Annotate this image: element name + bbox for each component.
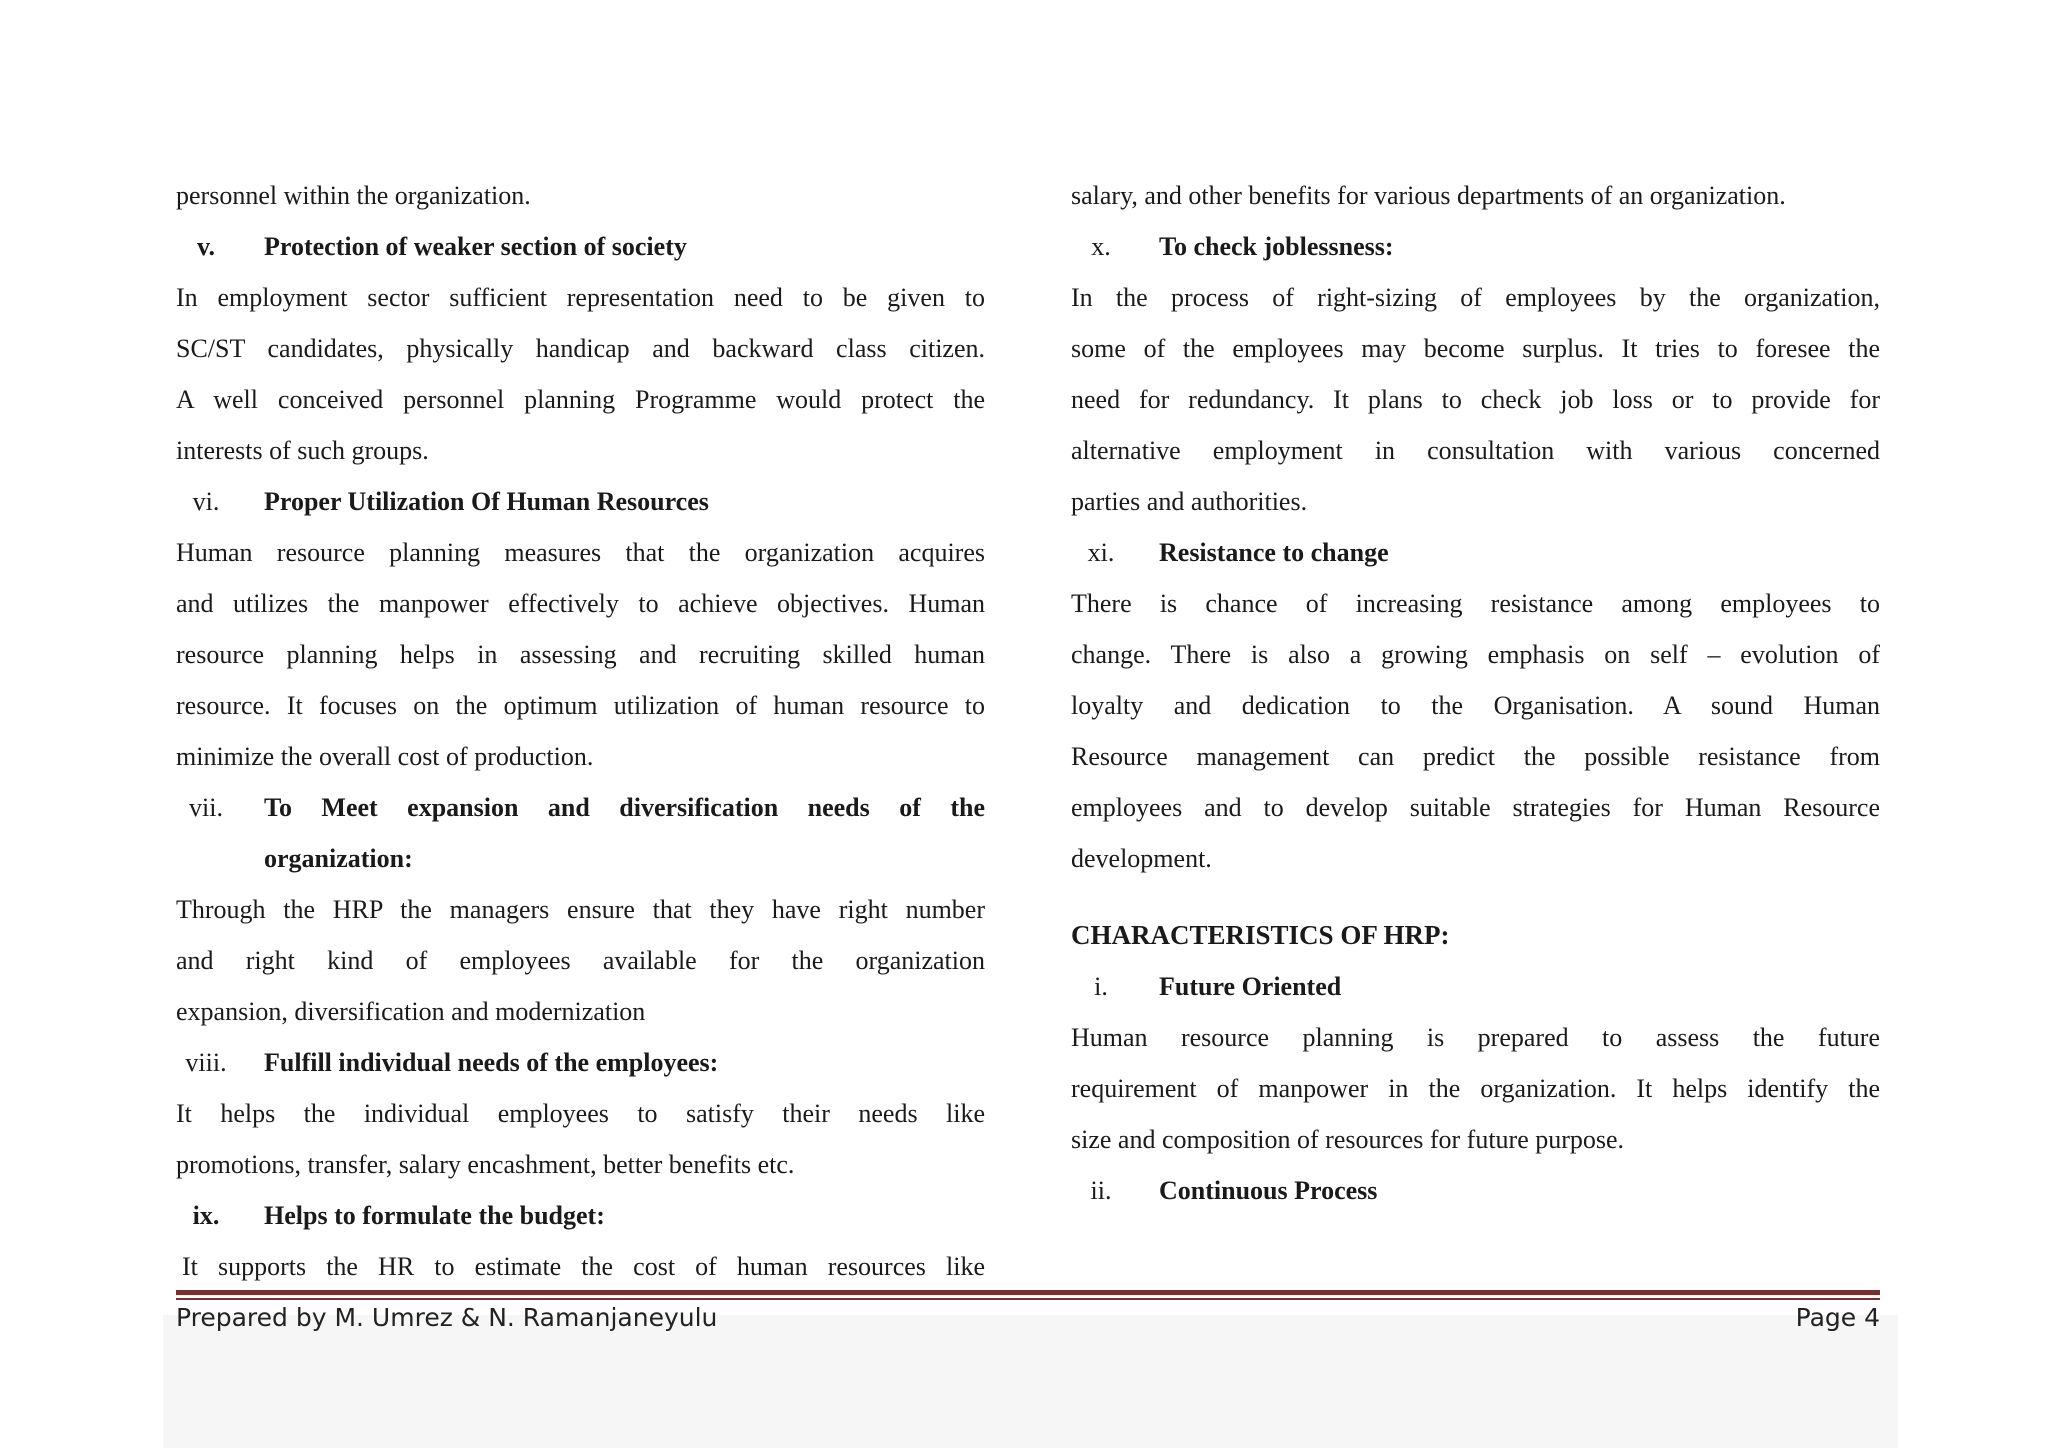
list-number: ix. (192, 1201, 220, 1230)
list-number: x. (1091, 232, 1111, 261)
heading-title: Fulfill individual needs of the employees: (264, 1048, 719, 1077)
text-line: Resource management can predict the possible resistance from (1071, 742, 1880, 771)
heading-title: Resistance to change (1159, 538, 1389, 567)
text-line: Human resource planning is prepared to assess the future (1071, 1023, 1880, 1052)
heading-vii (176, 782, 985, 833)
text-line: parties and authorities. (1071, 487, 1308, 516)
text-line: SC/ST candidates, physically handicap and backward class citizen. (176, 334, 985, 363)
text-line: alternative employment in consultation with various concerned (1071, 436, 1880, 465)
text-line: and right kind of employees available for the organization (176, 946, 985, 975)
footer-rule (176, 1290, 1880, 1295)
text-line: loyalty and dedication to the Organisation. A sound Human (1071, 691, 1880, 720)
heading-title: To Meet expansion and diversification needs of the (264, 793, 985, 822)
text-line: interests of such groups. (176, 436, 429, 465)
heading-ii (1071, 1165, 1880, 1216)
text-line: some of the employees may become surplus. It tries to foresee the (1071, 334, 1880, 363)
heading-title: Continuous Process (1159, 1176, 1378, 1205)
text-line: personnel within the organization. (176, 181, 531, 210)
page-number: Page 4 (1795, 1303, 1880, 1332)
list-number: vi. (192, 487, 220, 516)
heading-title: To check joblessness: (1159, 232, 1394, 261)
text-line: There is chance of increasing resistance among employees to (1071, 589, 1880, 618)
list-number: viii. (185, 1048, 227, 1077)
text-line: minimize the overall cost of production. (176, 742, 594, 771)
text-line: A well conceived personnel planning Programme would protect the (176, 385, 985, 414)
text-line: development. (1071, 844, 1212, 873)
heading-vi (176, 476, 985, 527)
text-line: resource. It focuses on the optimum utilization of human resource to (176, 691, 985, 720)
text-line: In employment sector sufficient representation need to be given to (176, 283, 985, 312)
text-line: change. There is also a growing emphasis on self – evolution of (1071, 640, 1880, 669)
heading-title: Protection of weaker section of society (264, 232, 687, 261)
heading-title: Future Oriented (1159, 972, 1342, 1001)
text-line: resource planning helps in assessing and recruiting skilled human (176, 640, 985, 669)
text-line: promotions, transfer, salary encashment, better benefits etc. (176, 1150, 795, 1179)
heading-v (176, 221, 985, 272)
heading-title: Helps to formulate the budget: (264, 1201, 605, 1230)
heading-title: Proper Utilization Of Human Resources (264, 487, 709, 516)
list-number: v. (196, 232, 216, 261)
text-line: need for redundancy. It plans to check job loss or to provide for (1071, 385, 1880, 414)
right-column (1071, 170, 1880, 1216)
list-number: vii. (189, 793, 223, 822)
text-line: Through the HRP the managers ensure that they have right number (176, 895, 985, 924)
list-number: xi. (1087, 538, 1115, 567)
text-line: salary, and other benefits for various departments of an organization. (1071, 181, 1786, 210)
section-title: CHARACTERISTICS OF HRP: (1071, 920, 1450, 950)
text-line: expansion, diversification and modernization (176, 997, 646, 1026)
text-line: It helps the individual employees to satisfy their needs like (176, 1099, 985, 1128)
footer-author: Prepared by M. Umrez & N. Ramanjaneyulu (176, 1303, 718, 1332)
text-line: Human resource planning measures that the organization acquires (176, 538, 985, 567)
text-line: size and composition of resources for future purpose. (1071, 1125, 1625, 1154)
text-line: requirement of manpower in the organization. It helps identify the (1071, 1074, 1880, 1103)
heading-xi (1071, 527, 1880, 578)
heading-continuation: organization: (264, 844, 413, 873)
text-line: employees and to develop suitable strategies for Human Resource (1071, 793, 1880, 822)
text-line: It supports the HR to estimate the cost of human resources like (182, 1252, 985, 1281)
heading-viii (176, 1037, 985, 1088)
list-number: i. (1094, 972, 1108, 1001)
list-number: ii. (1090, 1176, 1112, 1205)
heading-x (1071, 221, 1880, 272)
text-line: In the process of right-sizing of employees by the organization, (1071, 283, 1880, 312)
heading-i (1071, 961, 1880, 1012)
text-line: and utilizes the manpower effectively to achieve objectives. Human (176, 589, 985, 618)
left-column (176, 170, 985, 1292)
heading-ix (176, 1190, 985, 1241)
